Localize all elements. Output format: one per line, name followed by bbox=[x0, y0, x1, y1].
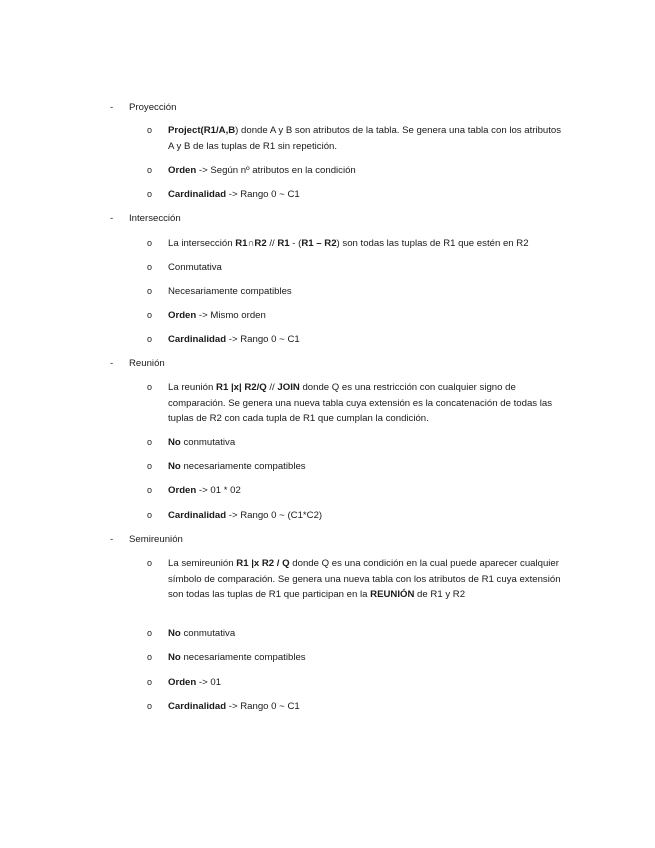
section-reunion bbox=[0, 357, 655, 371]
item-text bbox=[168, 483, 568, 499]
item-text bbox=[168, 332, 568, 348]
text-run: ) son todas las tuplas de R1 que estén en R2 bbox=[336, 238, 529, 249]
item-text bbox=[168, 435, 568, 451]
section-title: Proyección bbox=[129, 102, 177, 113]
bold-term: Orden bbox=[168, 677, 197, 688]
item-text bbox=[168, 459, 568, 475]
item-text bbox=[168, 308, 568, 324]
bold-term: Cardinalidad bbox=[168, 189, 227, 200]
text-run: -> 01 bbox=[196, 677, 222, 688]
text-run: - ( bbox=[289, 238, 302, 249]
bold-term: Cardinalidad bbox=[168, 510, 227, 521]
bullet: o bbox=[147, 310, 153, 320]
bullet: o bbox=[147, 238, 153, 248]
item-text bbox=[168, 556, 563, 603]
item-text bbox=[168, 675, 568, 691]
bullet: o bbox=[147, 286, 153, 296]
bullet: o bbox=[147, 262, 153, 272]
bullet: o bbox=[147, 485, 153, 495]
item-text bbox=[168, 650, 568, 666]
bold-term: R1∩R2 bbox=[235, 238, 267, 249]
bold-term: R1 – R2 bbox=[301, 238, 337, 249]
bold-term: No bbox=[168, 628, 181, 639]
text-run: La semireunión bbox=[168, 558, 237, 569]
text-run: // bbox=[266, 238, 278, 249]
bullet: o bbox=[147, 652, 153, 662]
text-run: La intersección bbox=[168, 238, 236, 249]
text-run: necesariamente compatibles bbox=[180, 652, 306, 663]
bold-term: Orden bbox=[168, 485, 197, 496]
section-interseccion bbox=[0, 212, 655, 226]
item-text bbox=[168, 380, 563, 427]
item-text bbox=[168, 123, 568, 154]
bold-term: REUNIÓN bbox=[370, 589, 415, 600]
bold-term: Cardinalidad bbox=[168, 334, 227, 345]
section-semireunion bbox=[0, 533, 655, 547]
section-marker: - bbox=[110, 534, 114, 545]
bullet: o bbox=[147, 189, 153, 199]
bullet: o bbox=[147, 701, 153, 711]
text-run: -> Según nº atributos en la condición bbox=[196, 165, 356, 176]
text-run: de R1 y R2 bbox=[414, 589, 466, 600]
bold-term: No bbox=[168, 437, 181, 448]
bold-term: Cardinalidad bbox=[168, 701, 227, 712]
bullet: o bbox=[147, 677, 153, 687]
text-run: conmutativa bbox=[180, 628, 236, 639]
bold-term: R1 |x| R2/Q bbox=[216, 382, 267, 393]
section-title: Reunión bbox=[129, 358, 165, 369]
bold-term: No bbox=[168, 461, 181, 472]
text-run: Conmutativa bbox=[168, 262, 222, 273]
item-text bbox=[168, 260, 568, 276]
bold-term: R1 bbox=[277, 238, 290, 249]
bold-term: R1 |x R2 / Q bbox=[236, 558, 290, 569]
bold-term: JOIN bbox=[277, 382, 300, 393]
text-run: -> Rango 0 ~ C1 bbox=[226, 701, 300, 712]
item-text bbox=[168, 626, 568, 642]
item-text bbox=[168, 236, 588, 252]
text-run: -> 01 * 02 bbox=[196, 485, 241, 496]
bullet: o bbox=[147, 461, 153, 471]
text-run: donde Q es una condición en la cual puede aparecer cualquier símbolo de comparación. Se genera una nueva tabla con los atributos de R1 cuya extensión son todas las tuplas de R1 que participan en la bbox=[168, 558, 561, 600]
bullet: o bbox=[147, 334, 153, 344]
bullet: o bbox=[147, 510, 153, 520]
bullet: o bbox=[147, 558, 153, 568]
bold-term: Project(R1/A,B bbox=[168, 125, 236, 136]
text-run: necesariamente compatibles bbox=[180, 461, 306, 472]
bullet: o bbox=[147, 165, 153, 175]
text-run: -> Rango 0 ~ (C1*C2) bbox=[226, 510, 323, 521]
section-marker: - bbox=[110, 102, 114, 113]
bullet: o bbox=[147, 628, 153, 638]
bullet: o bbox=[147, 437, 153, 447]
section-marker: - bbox=[110, 358, 114, 369]
text-run: Necesariamente compatibles bbox=[168, 286, 292, 297]
bullet: o bbox=[147, 125, 153, 135]
section-marker: - bbox=[110, 213, 114, 224]
text-run: La reunión bbox=[168, 382, 217, 393]
text-run: -> Mismo orden bbox=[196, 310, 266, 321]
item-text bbox=[168, 699, 568, 715]
item-text bbox=[168, 284, 568, 300]
bullet: o bbox=[147, 382, 153, 392]
section-title: Semireunión bbox=[129, 534, 183, 545]
text-run: donde Q es una restricción con cualquier signo de comparación. Se genera una nueva tabla cuya extensión es la concatenación de todas las tuplas de R2 con cada tupla de R1 que cumplan la condición. bbox=[168, 382, 553, 424]
text-run: -> Rango 0 ~ C1 bbox=[226, 334, 300, 345]
text-run: -> Rango 0 ~ C1 bbox=[226, 189, 300, 200]
section-proyeccion bbox=[0, 101, 655, 115]
section-title: Intersección bbox=[129, 213, 181, 224]
text-run: ) donde A y B son atributos de la tabla. Se genera una tabla con los atributos A y B de las tuplas de R1 sin repetición. bbox=[168, 125, 562, 152]
text-run: // bbox=[266, 382, 278, 393]
bold-term: Orden bbox=[168, 310, 197, 321]
text-run: conmutativa bbox=[180, 437, 236, 448]
item-text bbox=[168, 163, 568, 179]
bold-term: No bbox=[168, 652, 181, 663]
item-text bbox=[168, 508, 568, 524]
bold-term: Orden bbox=[168, 165, 197, 176]
item-text bbox=[168, 187, 568, 203]
